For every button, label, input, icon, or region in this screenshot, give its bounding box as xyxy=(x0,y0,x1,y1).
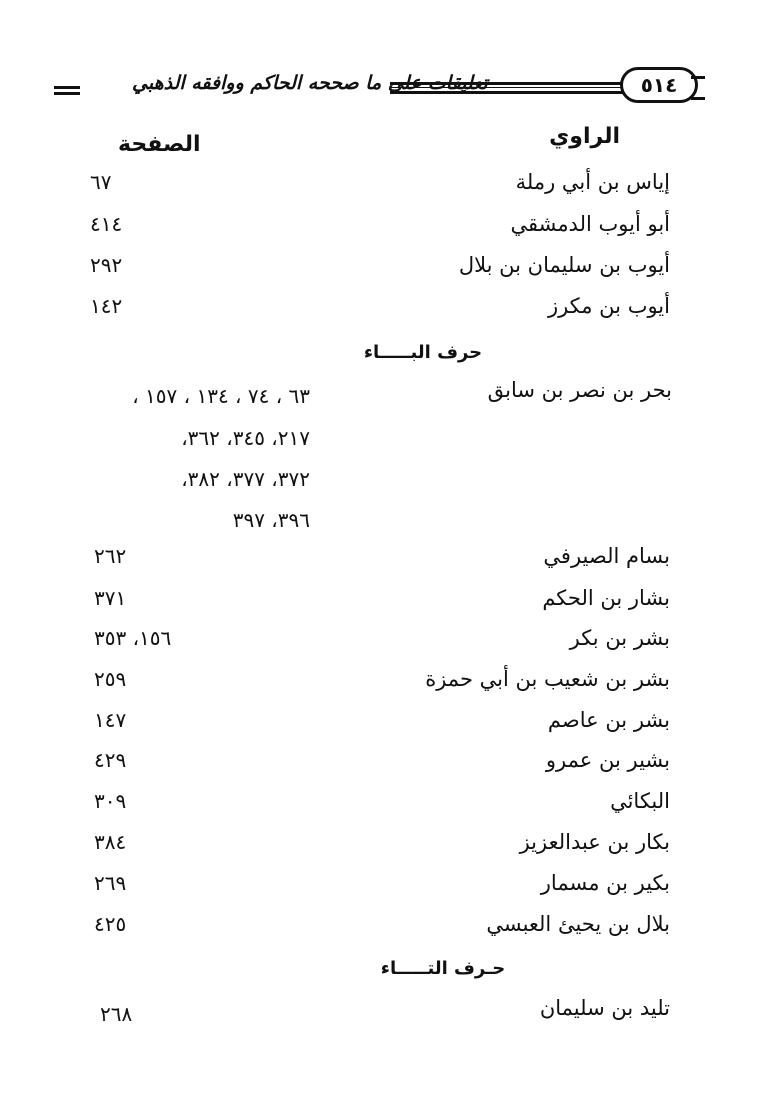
page-reference: ٢٦٢ xyxy=(94,544,127,568)
narrator-name: إياس بن أبي رملة xyxy=(515,170,670,194)
page-reference: ٤٢٥ xyxy=(94,912,127,936)
page-reference: ٤١٤ xyxy=(90,212,123,236)
index-row xyxy=(80,378,672,532)
index-row xyxy=(80,626,670,666)
narrator-name: أبو أيوب الدمشقي xyxy=(510,212,670,236)
index-row xyxy=(80,170,670,210)
narrator-name: بكار بن عبدالعزيز xyxy=(519,830,670,854)
index-row xyxy=(80,871,670,911)
narrator-name: بكير بن مسمار xyxy=(540,871,670,895)
page-reference: ٣٨٤ xyxy=(94,830,127,854)
narrator-name: بشار بن الحكم xyxy=(542,586,670,610)
page-reference-line: ٦٣ ، ٧٤ ، ١٣٤ ، ١٥٧ ، xyxy=(132,384,310,408)
page-reference: ٢٥٩ xyxy=(94,667,127,691)
page-reference: ١٥٦، ٣٥٣ xyxy=(94,626,172,650)
column-heading-page: الصفحة xyxy=(118,132,201,157)
page-reference: ٣٧١ xyxy=(94,586,127,610)
column-heading-narrator: الراوي xyxy=(549,124,620,149)
narrator-name: تليد بن سليمان xyxy=(539,996,670,1020)
page-reference: ٢٩٢ xyxy=(90,253,123,277)
narrator-name: بشر بن بكر xyxy=(569,626,670,650)
narrator-name: أيوب بن سليمان بن بلال xyxy=(458,253,670,277)
page-reference-line: ٢١٧، ٣٤٥، ٣٦٢، xyxy=(181,426,310,450)
narrator-name: بحر بن نصر بن سابق xyxy=(487,378,672,402)
page-reference: ١٤٧ xyxy=(94,708,127,732)
page-reference: ٢٦٩ xyxy=(94,871,127,895)
index-row xyxy=(80,708,670,748)
index-row xyxy=(80,830,670,870)
index-row xyxy=(80,996,670,1036)
narrator-name: أيوب بن مكرز xyxy=(547,294,670,318)
index-row xyxy=(80,912,670,952)
index-row xyxy=(80,294,670,334)
page-number: ٥١٤ xyxy=(620,67,698,103)
page-reference: ٦٧ xyxy=(90,170,112,194)
index-row xyxy=(80,253,670,293)
index-row xyxy=(80,586,670,626)
narrator-name: بسام الصيرفي xyxy=(543,544,670,568)
page-reference: ٤٢٩ xyxy=(94,748,127,772)
running-header xyxy=(40,66,730,110)
narrator-name: بشر بن عاصم xyxy=(547,708,670,732)
page-reference-line: ٣٩٦، ٣٩٧ xyxy=(232,508,310,532)
index-row xyxy=(80,544,670,584)
page-reference: ٢٦٨ xyxy=(100,1002,133,1026)
index-row xyxy=(80,212,670,252)
narrator-name: بلال بن يحيئ العبسي xyxy=(486,912,670,936)
section-heading-ta: حـرف التـــــاء xyxy=(380,958,506,979)
narrator-name: بشر بن شعيب بن أبي حمزة xyxy=(425,667,670,691)
section-heading-ba: حرف البـــــاء xyxy=(363,342,483,363)
page-reference-line: ٣٧٢، ٣٧٧، ٣٨٢، xyxy=(181,467,310,491)
index-row xyxy=(80,667,670,707)
index-row xyxy=(80,748,670,788)
page-reference: ٣٠٩ xyxy=(94,789,127,813)
header-ornament-left xyxy=(54,86,80,95)
page-reference: ١٤٢ xyxy=(90,294,123,318)
narrator-name: البكائي xyxy=(610,789,670,813)
header-rule xyxy=(390,82,625,94)
narrator-name: بشير بن عمرو xyxy=(545,748,670,772)
index-row xyxy=(80,789,670,829)
header-title: تعليقات على ما صححه الحاكم ووافقه الذهبي xyxy=(132,72,488,94)
